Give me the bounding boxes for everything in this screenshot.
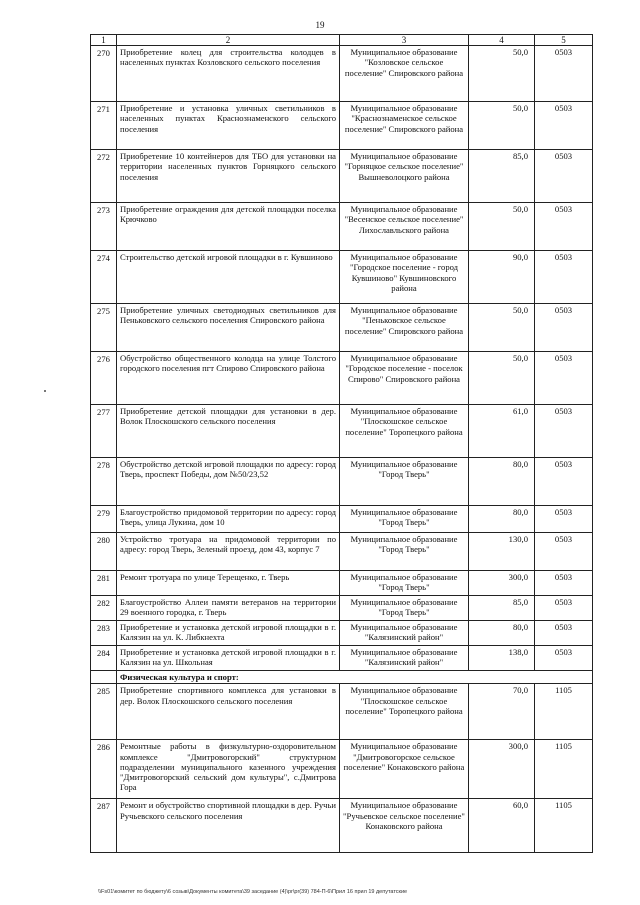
row-number: 284 bbox=[91, 646, 117, 671]
row-description: Приобретение 10 контейнеров для ТБО для установки на территории населенных пунктов Горняцкого сельского поселения bbox=[117, 150, 340, 203]
row-description: Приобретение колец для строительства колодцев в населенных пунктах Козловского сельского поселения bbox=[117, 46, 340, 102]
row-number: 281 bbox=[91, 571, 117, 596]
table-row bbox=[91, 533, 593, 571]
row-description: Приобретение ограждения для детской площадки поселка Крючково bbox=[117, 203, 340, 251]
row-recipient: Муниципальное образование "Город Тверь" bbox=[340, 596, 469, 621]
section-title: Физическая культура и спорт: bbox=[117, 671, 593, 684]
row-code: 0503 bbox=[535, 102, 593, 150]
row-amount: 60,0 bbox=[469, 799, 535, 853]
row-recipient: Муниципальное образование "Дмитровогорское сельское поселение" Конаковского района bbox=[340, 740, 469, 799]
row-description: Благоустройство Аллеи памяти ветеранов на территории 29 военного городка, г. Тверь bbox=[117, 596, 340, 621]
row-recipient: Муниципальное образование "Калязинский район" bbox=[340, 646, 469, 671]
page-number: 19 bbox=[315, 20, 325, 30]
row-code: 0503 bbox=[535, 506, 593, 533]
row-amount: 50,0 bbox=[469, 46, 535, 102]
table-row bbox=[91, 621, 593, 646]
row-recipient: Муниципальное образование "Ручьевское сельское поселение" Конаковского района bbox=[340, 799, 469, 853]
row-amount: 85,0 bbox=[469, 150, 535, 203]
row-recipient: Муниципальное образование "Пеньковское сельское поселение" Спировского района bbox=[340, 304, 469, 352]
row-number: 279 bbox=[91, 506, 117, 533]
header-cell: 3 bbox=[340, 35, 469, 46]
row-number: 287 bbox=[91, 799, 117, 853]
row-description: Ремонт и обустройство спортивной площадки в дер. Ручьи Ручьевского сельского поселения bbox=[117, 799, 340, 853]
header-cell: 5 bbox=[535, 35, 593, 46]
table-row bbox=[91, 46, 593, 102]
row-description: Обустройство детской игровой площадки по адресу: город Тверь, проспект Победы, дом №50/23,52 bbox=[117, 458, 340, 506]
row-recipient: Муниципальное образование "Город Тверь" bbox=[340, 506, 469, 533]
row-amount: 61,0 bbox=[469, 405, 535, 458]
row-description: Приобретение детской площадки для установки в дер. Волок Плоскошского сельского поселения bbox=[117, 405, 340, 458]
row-code: 0503 bbox=[535, 596, 593, 621]
row-number: 283 bbox=[91, 621, 117, 646]
row-description: Ремонт тротуара по улице Терещенко, г. Тверь bbox=[117, 571, 340, 596]
row-code: 0503 bbox=[535, 150, 593, 203]
row-code: 1105 bbox=[535, 684, 593, 740]
row-number: 272 bbox=[91, 150, 117, 203]
row-recipient: Муниципальное образование "Плоскошское сельское поселение" Торопецкого района bbox=[340, 405, 469, 458]
table-row bbox=[91, 506, 593, 533]
row-number: 273 bbox=[91, 203, 117, 251]
row-number bbox=[91, 671, 117, 684]
row-number: 278 bbox=[91, 458, 117, 506]
row-amount: 80,0 bbox=[469, 458, 535, 506]
row-code: 1105 bbox=[535, 799, 593, 853]
table-row bbox=[91, 304, 593, 352]
row-recipient: Муниципальное образование "Город Тверь" bbox=[340, 533, 469, 571]
table-row bbox=[91, 684, 593, 740]
row-amount: 80,0 bbox=[469, 506, 535, 533]
row-number: 276 bbox=[91, 352, 117, 405]
row-code: 0503 bbox=[535, 533, 593, 571]
row-recipient: Муниципальное образование "Плоскошское сельское поселение" Торопецкого района bbox=[340, 684, 469, 740]
section-row bbox=[91, 671, 593, 684]
table-row bbox=[91, 102, 593, 150]
table-row bbox=[91, 150, 593, 203]
row-code: 0503 bbox=[535, 251, 593, 304]
row-recipient: Муниципальное образование "Весенское сельское поселение" Лихославльского района bbox=[340, 203, 469, 251]
header-cell: 1 bbox=[91, 35, 117, 46]
row-number: 280 bbox=[91, 533, 117, 571]
table-row bbox=[91, 352, 593, 405]
table-header-row bbox=[91, 35, 593, 46]
margin-mark bbox=[44, 390, 46, 392]
row-amount: 50,0 bbox=[469, 352, 535, 405]
row-description: Ремонтные работы в физкультурно-оздоровительном комплексе "Дмитровогорский" структурном подразделении муниципального казенного учреждения "Дмитровогорский сельский дом культуры", с.Дмитрова Гора bbox=[117, 740, 340, 799]
row-code: 0503 bbox=[535, 304, 593, 352]
table-row bbox=[91, 405, 593, 458]
row-amount: 90,0 bbox=[469, 251, 535, 304]
row-number: 277 bbox=[91, 405, 117, 458]
row-number: 275 bbox=[91, 304, 117, 352]
row-amount: 300,0 bbox=[469, 571, 535, 596]
row-recipient: Муниципальное образование "Калязинский район" bbox=[340, 621, 469, 646]
table-row bbox=[91, 203, 593, 251]
row-number: 286 bbox=[91, 740, 117, 799]
row-amount: 300,0 bbox=[469, 740, 535, 799]
row-recipient: Муниципальное образование "Краснознаменское сельское поселение" Спировского района bbox=[340, 102, 469, 150]
table-row bbox=[91, 596, 593, 621]
row-code: 0503 bbox=[535, 405, 593, 458]
row-recipient: Муниципальное образование "Город Тверь" bbox=[340, 458, 469, 506]
row-number: 274 bbox=[91, 251, 117, 304]
table-row bbox=[91, 646, 593, 671]
row-code: 0503 bbox=[535, 646, 593, 671]
footer-file-path: \\Fs01\комитет по бюджету\6 созыв\Документы комитета\39 заседание (4)\pr\pr(39) 784-П-6\Прил 16 прил 19 депутатские bbox=[98, 889, 408, 895]
row-recipient: Муниципальное образование "Козловское сельское поселение" Спировского района bbox=[340, 46, 469, 102]
row-amount: 70,0 bbox=[469, 684, 535, 740]
row-amount: 85,0 bbox=[469, 596, 535, 621]
row-code: 1105 bbox=[535, 740, 593, 799]
row-number: 271 bbox=[91, 102, 117, 150]
table-row bbox=[91, 458, 593, 506]
row-description: Благоустройство придомовой территории по адресу: город Тверь, улица Лукина, дом 10 bbox=[117, 506, 340, 533]
row-description: Приобретение спортивного комплекса для установки в дер. Волок Плоскошского сельского поселения bbox=[117, 684, 340, 740]
table-row bbox=[91, 251, 593, 304]
row-description: Приобретение и установка уличных светильников в населенных пунктах Краснознаменского сельского поселения bbox=[117, 102, 340, 150]
row-description: Приобретение уличных светодиодных светильников для Пеньковского сельского поселения Спировского района bbox=[117, 304, 340, 352]
row-description: Приобретение и установка детской игровой площадки в г. Калязин на ул. Школьная bbox=[117, 646, 340, 671]
row-code: 0503 bbox=[535, 621, 593, 646]
row-number: 270 bbox=[91, 46, 117, 102]
row-description: Строительство детской игровой площадки в г. Кувшиново bbox=[117, 251, 340, 304]
row-number: 285 bbox=[91, 684, 117, 740]
row-amount: 50,0 bbox=[469, 203, 535, 251]
row-recipient: Муниципальное образование "Город Тверь" bbox=[340, 571, 469, 596]
row-amount: 50,0 bbox=[469, 102, 535, 150]
row-description: Устройство тротуара на придомовой территории по адресу: город Тверь, Зеленый проезд, дом 43, корпус 7 bbox=[117, 533, 340, 571]
table-row bbox=[91, 740, 593, 799]
row-number: 282 bbox=[91, 596, 117, 621]
row-description: Приобретение и установка детской игровой площадки в г. Калязин на ул. К. Либкнехта bbox=[117, 621, 340, 646]
header-cell: 2 bbox=[117, 35, 340, 46]
row-code: 0503 bbox=[535, 203, 593, 251]
row-recipient: Муниципальное образование "Городское поселение - поселок Спирово" Спировского района bbox=[340, 352, 469, 405]
row-code: 0503 bbox=[535, 571, 593, 596]
table-row bbox=[91, 799, 593, 853]
row-amount: 138,0 bbox=[469, 646, 535, 671]
row-description: Обустройство общественного колодца на улице Толстого городского поселения пгт Спирово Спировского района bbox=[117, 352, 340, 405]
row-code: 0503 bbox=[535, 46, 593, 102]
header-cell: 4 bbox=[469, 35, 535, 46]
row-recipient: Муниципальное образование "Горняцкое сельское поселение" Вышневолоцкого района bbox=[340, 150, 469, 203]
row-amount: 50,0 bbox=[469, 304, 535, 352]
row-code: 0503 bbox=[535, 458, 593, 506]
row-amount: 130,0 bbox=[469, 533, 535, 571]
row-code: 0503 bbox=[535, 352, 593, 405]
budget-table bbox=[90, 34, 593, 853]
table-row bbox=[91, 571, 593, 596]
row-recipient: Муниципальное образование "Городское поселение - город Кувшиново" Кувшиновского района bbox=[340, 251, 469, 304]
row-amount: 80,0 bbox=[469, 621, 535, 646]
